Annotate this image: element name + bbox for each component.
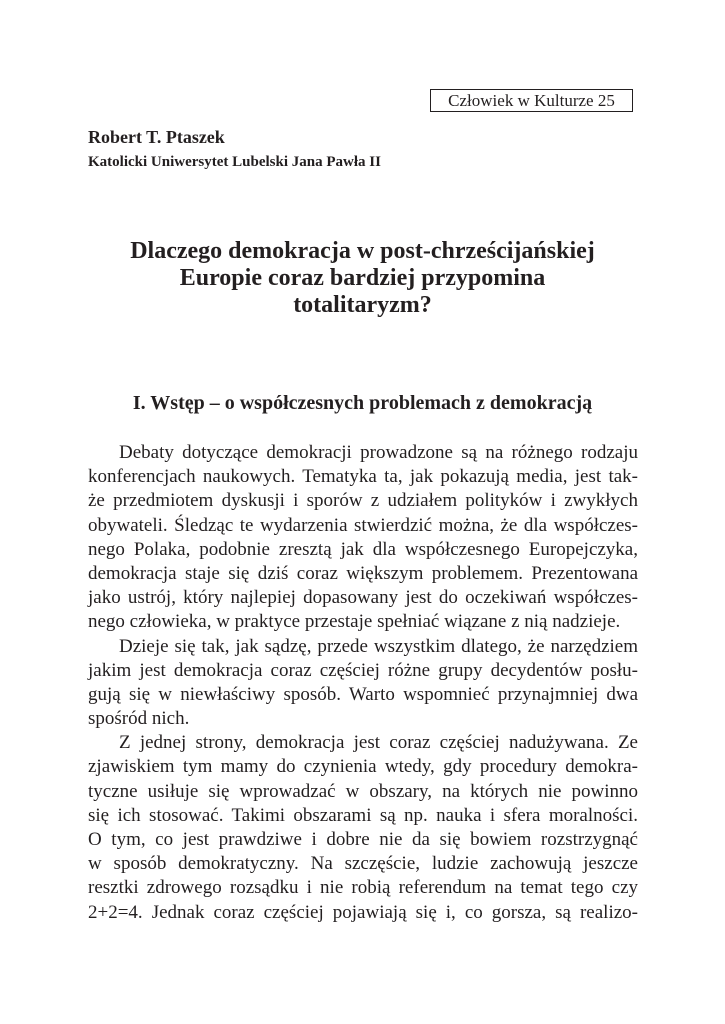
text-line: nego człowieka, w praktyce przestaje spełniać wiązane z nią nadzieje.: [88, 611, 621, 633]
text-line: Dzieje się tak, jak sądzę, przede wszystkim dlatego, że narzędziem: [119, 635, 638, 657]
title-line: Dlaczego demokracja w post-chrześcijańskiej: [130, 238, 595, 264]
paragraph-3: [88, 731, 638, 925]
title-line: totalitaryzm?: [293, 292, 432, 318]
text-line: tyczne usiłuje się wprowadzać w obszary, na których nie powinno: [88, 780, 638, 802]
text-line: Z jednej strony, demokracja jest coraz częściej nadużywana. Ze: [119, 732, 638, 754]
text-line: się ich stosować. Takimi obszarami są np. nauka i sfera moralności.: [88, 804, 638, 826]
body-text: [88, 441, 638, 925]
text-line: Debaty dotyczące demokracji prowadzone są na różnego rodzaju: [119, 442, 638, 463]
section-heading: I. Wstęp – o współczesnych problemach z demokracją: [132, 392, 593, 414]
author-name: Robert T. Ptaszek: [88, 127, 225, 147]
text-line: demokracja staje się dziś coraz większym problemem. Prezentowana: [88, 562, 638, 584]
text-line: resztki zdrowego rozsądku i nie robią referendum na temat tego czy: [88, 877, 638, 899]
paragraph-1: [88, 441, 638, 635]
text-line: spośród nich.: [88, 708, 190, 730]
title-line: Europie coraz bardziej przypomina: [179, 265, 546, 291]
author-affiliation: Katolicki Uniwersytet Lubelski Jana Pawła II: [88, 154, 381, 170]
text-line: w sposób demokratyczny. Na szczęście, ludzie zachowują jeszcze: [88, 853, 638, 875]
text-line: gują się w niewłaściwy sposób. Warto wspomnieć przynajmniej dwa: [88, 683, 638, 705]
text-line: konferencjach naukowych. Tematyka ta, jak pokazują media, jest tak-: [88, 466, 638, 488]
text-line: 2+2=4. Jednak coraz częściej pojawiają się i, co gorsza, są realizo-: [88, 901, 638, 923]
text-line: jakim jest demokracja coraz częściej różne grupy decydentów posłu-: [88, 659, 638, 681]
text-line: nego Polaka, podobnie zresztą jak dla współczesnego Europejczyka,: [88, 538, 638, 560]
series-header-box: [430, 89, 633, 112]
article-title: [88, 238, 637, 319]
text-line: O tym, co jest prawdziwe i dobre nie da się bowiem rozstrzygnąć: [88, 829, 638, 850]
text-line: zjawiskiem tym mamy do czynienia wtedy, gdy procedury demokra-: [88, 756, 638, 778]
series-title: Człowiek w Kulturze 25: [448, 91, 615, 110]
text-line: obywateli. Śledząc te wydarzenia stwierdzić można, że dla współczes-: [88, 514, 638, 536]
paragraph-2: [88, 635, 638, 732]
text-line: jako ustrój, który najlepiej dopasowany jest do oczekiwań współczes-: [88, 587, 638, 609]
text-line: że przedmiotem dyskusji i sporów z udziałem polityków i zwykłych: [88, 490, 638, 512]
